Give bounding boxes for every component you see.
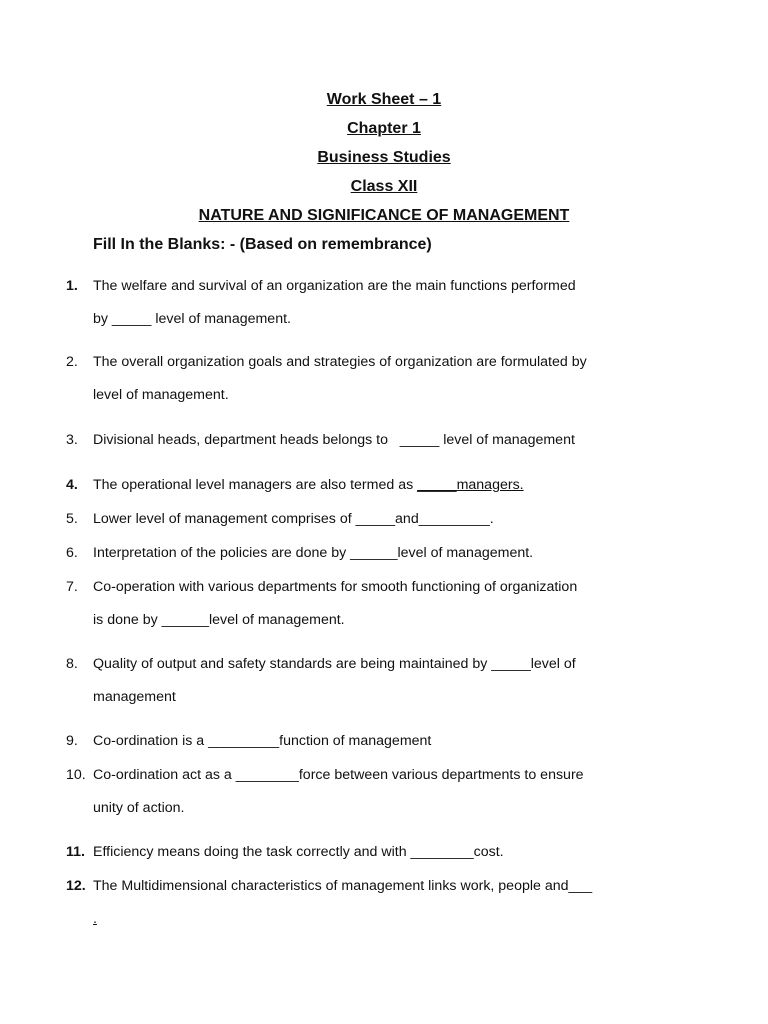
question-text-part: The operational level managers are also termed as xyxy=(93,477,418,493)
question-text: Interpretation of the policies are done by ______level of management. xyxy=(93,545,534,561)
question-number: 3. xyxy=(66,432,78,448)
question-text: Co-operation with various departments for smooth functioning of organization xyxy=(93,579,578,595)
question-text: Quality of output and safety standards are being maintained by _____level of xyxy=(93,656,576,672)
question-text: The overall organization goals and strategies of organization are formulated by xyxy=(93,354,587,370)
question-text: level of management. xyxy=(93,387,229,403)
question-number: 7. xyxy=(66,579,78,595)
question-number: 1. xyxy=(66,278,78,294)
question-text: is done by ______level of management. xyxy=(93,612,345,628)
topic-title: NATURE AND SIGNIFICANCE OF MANAGEMENT xyxy=(198,207,570,224)
class-title: Class XII xyxy=(350,178,418,195)
question-number: 9. xyxy=(66,733,78,749)
question-number: 11. xyxy=(66,844,85,860)
question-text: Divisional heads, department heads belongs to _____ level of management xyxy=(93,432,575,448)
subject-title: Business Studies xyxy=(317,149,451,166)
question-number: 12. xyxy=(66,878,86,894)
question-number: 5. xyxy=(66,511,78,527)
question-text: The welfare and survival of an organization are the main functions performed xyxy=(93,278,576,294)
question-number: 8. xyxy=(66,656,78,672)
question-text: The Multidimensional characteristics of management links work, people and___ xyxy=(93,878,593,894)
question-number: 4. xyxy=(66,477,78,493)
question-number: 2. xyxy=(66,354,78,370)
chapter-title: Chapter 1 xyxy=(347,120,421,137)
worksheet-title: Work Sheet – 1 xyxy=(326,91,442,108)
question-number: 6. xyxy=(66,545,78,561)
underlined-answer: _____managers. xyxy=(417,477,524,493)
question-text: Co-ordination is a _________function of management xyxy=(93,733,432,749)
question-text: unity of action. xyxy=(93,800,185,816)
question-text xyxy=(93,469,693,502)
question-text: Lower level of management comprises of _____and_________. xyxy=(93,511,494,527)
question-text: . xyxy=(93,911,97,927)
question-text: by _____ level of management. xyxy=(93,311,291,327)
question-text: Co-ordination act as a ________force between various departments to ensure xyxy=(93,767,584,783)
question-text: management xyxy=(93,689,176,705)
question-number: 10. xyxy=(66,767,86,783)
question-text: Efficiency means doing the task correctly and with ________cost. xyxy=(93,844,504,860)
section-heading: Fill In the Blanks: - (Based on remembrance) xyxy=(93,236,432,253)
